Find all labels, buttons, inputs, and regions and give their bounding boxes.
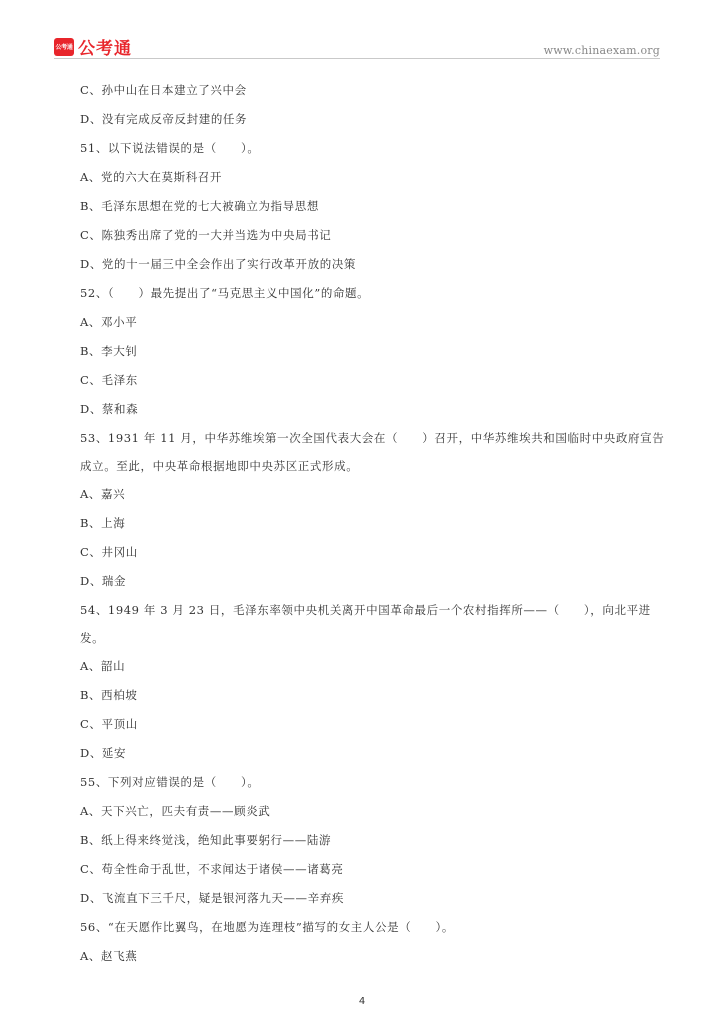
header-divider <box>54 58 660 59</box>
question-line: 51、以下说法错误的是（ ）。 <box>80 141 260 155</box>
option-line: C、苟全性命于乱世，不求闻达于诸侯——诸葛亮 <box>80 862 344 876</box>
site-url: www.chinaexam.org <box>543 44 660 57</box>
option-line: A、党的六大在莫斯科召开 <box>80 170 223 184</box>
logo <box>54 34 132 59</box>
question-line: 53、1931 年 11 月，中华苏维埃第一次全国代表大会在（ ）召开，中华苏维埃共和国临时中央政府宣告成立。至此，中央革命根据地即中央苏区正式形成。 <box>80 431 665 473</box>
option-line: B、纸上得来终觉浅，绝知此事要躬行——陆游 <box>80 833 332 847</box>
text-line: D、没有完成反帝反封建的任务 <box>80 112 248 126</box>
option-line: C、井冈山 <box>80 545 138 559</box>
option-line: C、陈独秀出席了党的一大并当选为中央局书记 <box>80 228 332 242</box>
question-line: 56、“在天愿作比翼鸟，在地愿为连理枝”描写的女主人公是（ ）。 <box>80 920 454 934</box>
option-line: A、韶山 <box>80 659 126 673</box>
option-line: B、西柏坡 <box>80 688 138 702</box>
option-line: B、上海 <box>80 516 126 530</box>
option-line: A、邓小平 <box>80 315 138 329</box>
page-number: 4 <box>358 996 366 1007</box>
question-line: 52、（ ）最先提出了“马克思主义中国化”的命题。 <box>80 286 370 300</box>
option-line: D、瑞金 <box>80 574 127 588</box>
option-line: D、蔡和森 <box>80 402 139 416</box>
option-line: D、延安 <box>80 746 127 760</box>
logo-badge: 公考通 <box>54 38 74 56</box>
option-line: D、飞流直下三千尺，疑是银河落九天——辛弃疾 <box>80 891 344 905</box>
question-line: 54、1949 年 3 月 23 日，毛泽东率领中央机关离开中国革命最后一个农村指挥所——（ ），向北平进发。 <box>80 603 651 645</box>
option-line: C、毛泽东 <box>80 373 138 387</box>
option-line: D、党的十一届三中全会作出了实行改革开放的决策 <box>80 257 357 271</box>
text-line: C、孙中山在日本建立了兴中会 <box>80 83 247 97</box>
page-content <box>80 76 668 971</box>
logo-text: 公考通 <box>78 39 132 59</box>
option-line: A、嘉兴 <box>80 487 126 501</box>
option-line: B、李大钊 <box>80 344 138 358</box>
option-line: B、毛泽东思想在党的七大被确立为指导思想 <box>80 199 319 213</box>
option-line: A、赵飞燕 <box>80 949 138 963</box>
option-line: A、天下兴亡，匹夫有责——顾炎武 <box>80 804 271 818</box>
option-line: C、平顶山 <box>80 717 138 731</box>
question-line: 55、下列对应错误的是（ ）。 <box>80 775 260 789</box>
page-header <box>0 0 724 60</box>
